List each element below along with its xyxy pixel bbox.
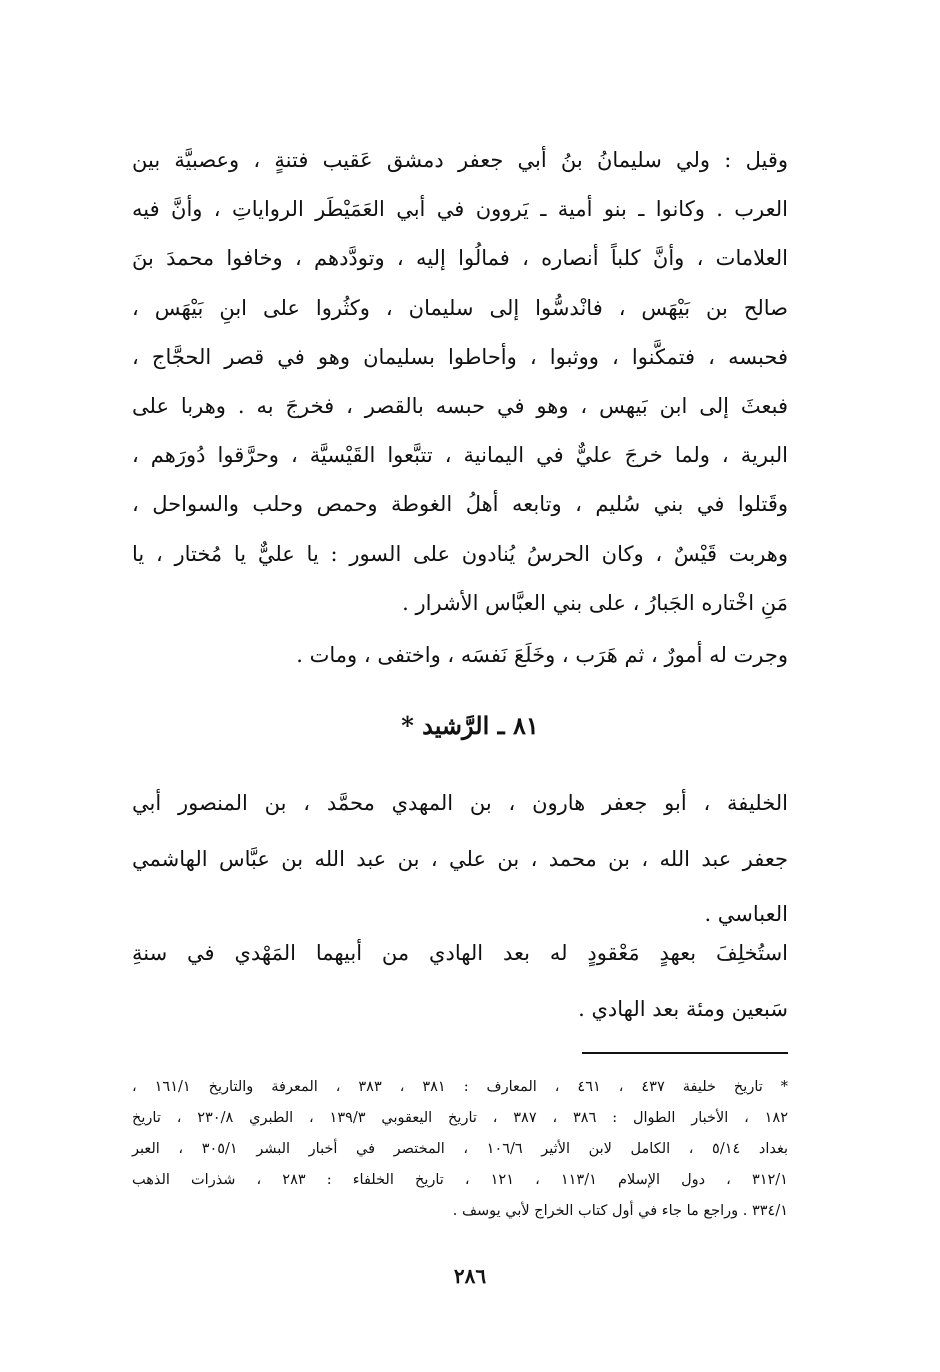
paragraph-sulayman [132,136,788,628]
section-heading: ٨١ ـ الرَّشيد * [401,711,539,740]
footnotes [132,1072,788,1227]
text-line: البرية ، ولما خرجَ عليٌّ في اليمانية ، تتبَّعوا القَيْسيَّة ، وحرَّقوا دُورَهم ، [132,443,788,468]
text-line: صالح بن بَيْهَس ، فانْدسُّوا إلى سليمان ، وكثُروا على ابنِ بَيْهَس ، [132,295,788,320]
text-line: العباسي . [704,902,788,926]
text-line: الخليفة ، أبو جعفر هارون ، بن المهدي محمَّد ، بن المنصور أبي [132,791,788,815]
text-line: العرب . وكانوا ـ بنو أمية ـ يَروون في أبي العَمَيْطَر الرواياتِ ، وأنَّ فيه [132,197,788,222]
footnote-separator [582,1052,788,1054]
text-line: فحبسه ، فتمكَّنوا ، ووثبوا ، وأحاطوا بسليمان وهو في قصر الحجَّاج ، [132,344,788,369]
text-line: سَبعين ومئة بعد الهادي . [578,996,788,1021]
footnote-line: ١٨٢ ، الأخبار الطوال : ٣٨٦ ، ٣٨٧ ، تاريخ اليعقوبي ١٣٩/٣ ، الطبري ٢٣٠/٨ ، تاريخ [132,1110,788,1126]
text-line: فبعثَ إلى ابن بَيهس ، وهو في حبسه بالقصر ، فخرجَ به . وهربا على [132,394,788,419]
footnote-line: ٣٣٤/١ . وراجع ما جاء في أول كتاب الخراج لأبي يوسف . [452,1203,788,1219]
text-line: وقَتلوا في بني سُليم ، وتابعه أهلُ الغوطة وحمص وحلب والسواحل ، [132,492,788,517]
text-line: وهربت قَيْسٌ ، وكان الحرسُ يُنادون على السور : يا عليٌّ يا مُختار ، يا [132,541,788,566]
paragraph-ending [132,631,788,680]
text-line: مَنِ اخْتاره الجَبارُ ، على بني العبَّاس الأشرار . [402,590,788,615]
footnote-line: بغداد ٥/١٤ ، الكامل لابن الأثير ١٠٦/٦ ، المختصر في أخبار البشر ٣٠٥/١ ، العبر [132,1141,788,1157]
paragraph-lineage [132,776,788,943]
paragraph-succession [132,926,788,1037]
text-line: استُخلِفَ بعهدٍ مَعْقودٍ له بعد الهادي من أبيهما المَهْدي في سنةِ [132,941,788,965]
footnote-line: ٣١٢/١ ، دول الإسلام ١١٣/١ ، ١٢١ ، تاريخ الخلفاء : ٢٨٣ ، شذرات الذهب [132,1172,788,1188]
text-line: جعفر عبد الله ، بن محمد ، بن علي ، بن عبد الله بن عبَّاس الهاشمي [132,846,788,871]
text-line: العلامات ، وأنَّ كلباً أنصاره ، فمالُوا إليه ، وتودَّدهم ، وخافوا محمدَ بنَ [132,246,788,271]
text-line: وقيل : ولي سليمانُ بنُ أبي جعفر دمشق عَقيب فتنةٍ ، وعصبيَّة بين [132,148,788,172]
text-line: وجرت له أمورٌ ، ثم هَرَب ، وخَلَعَ نَفسَه ، واختفى ، ومات . [296,643,788,667]
page-number: ٢٨٦ [453,1264,487,1288]
footnote-line: * تاريخ خليفة ٤٣٧ ، ٤٦١ ، المعارف : ٣٨١ ، ٣٨٣ ، المعرفة والتاريخ ١٦١/١ ، [132,1079,788,1095]
